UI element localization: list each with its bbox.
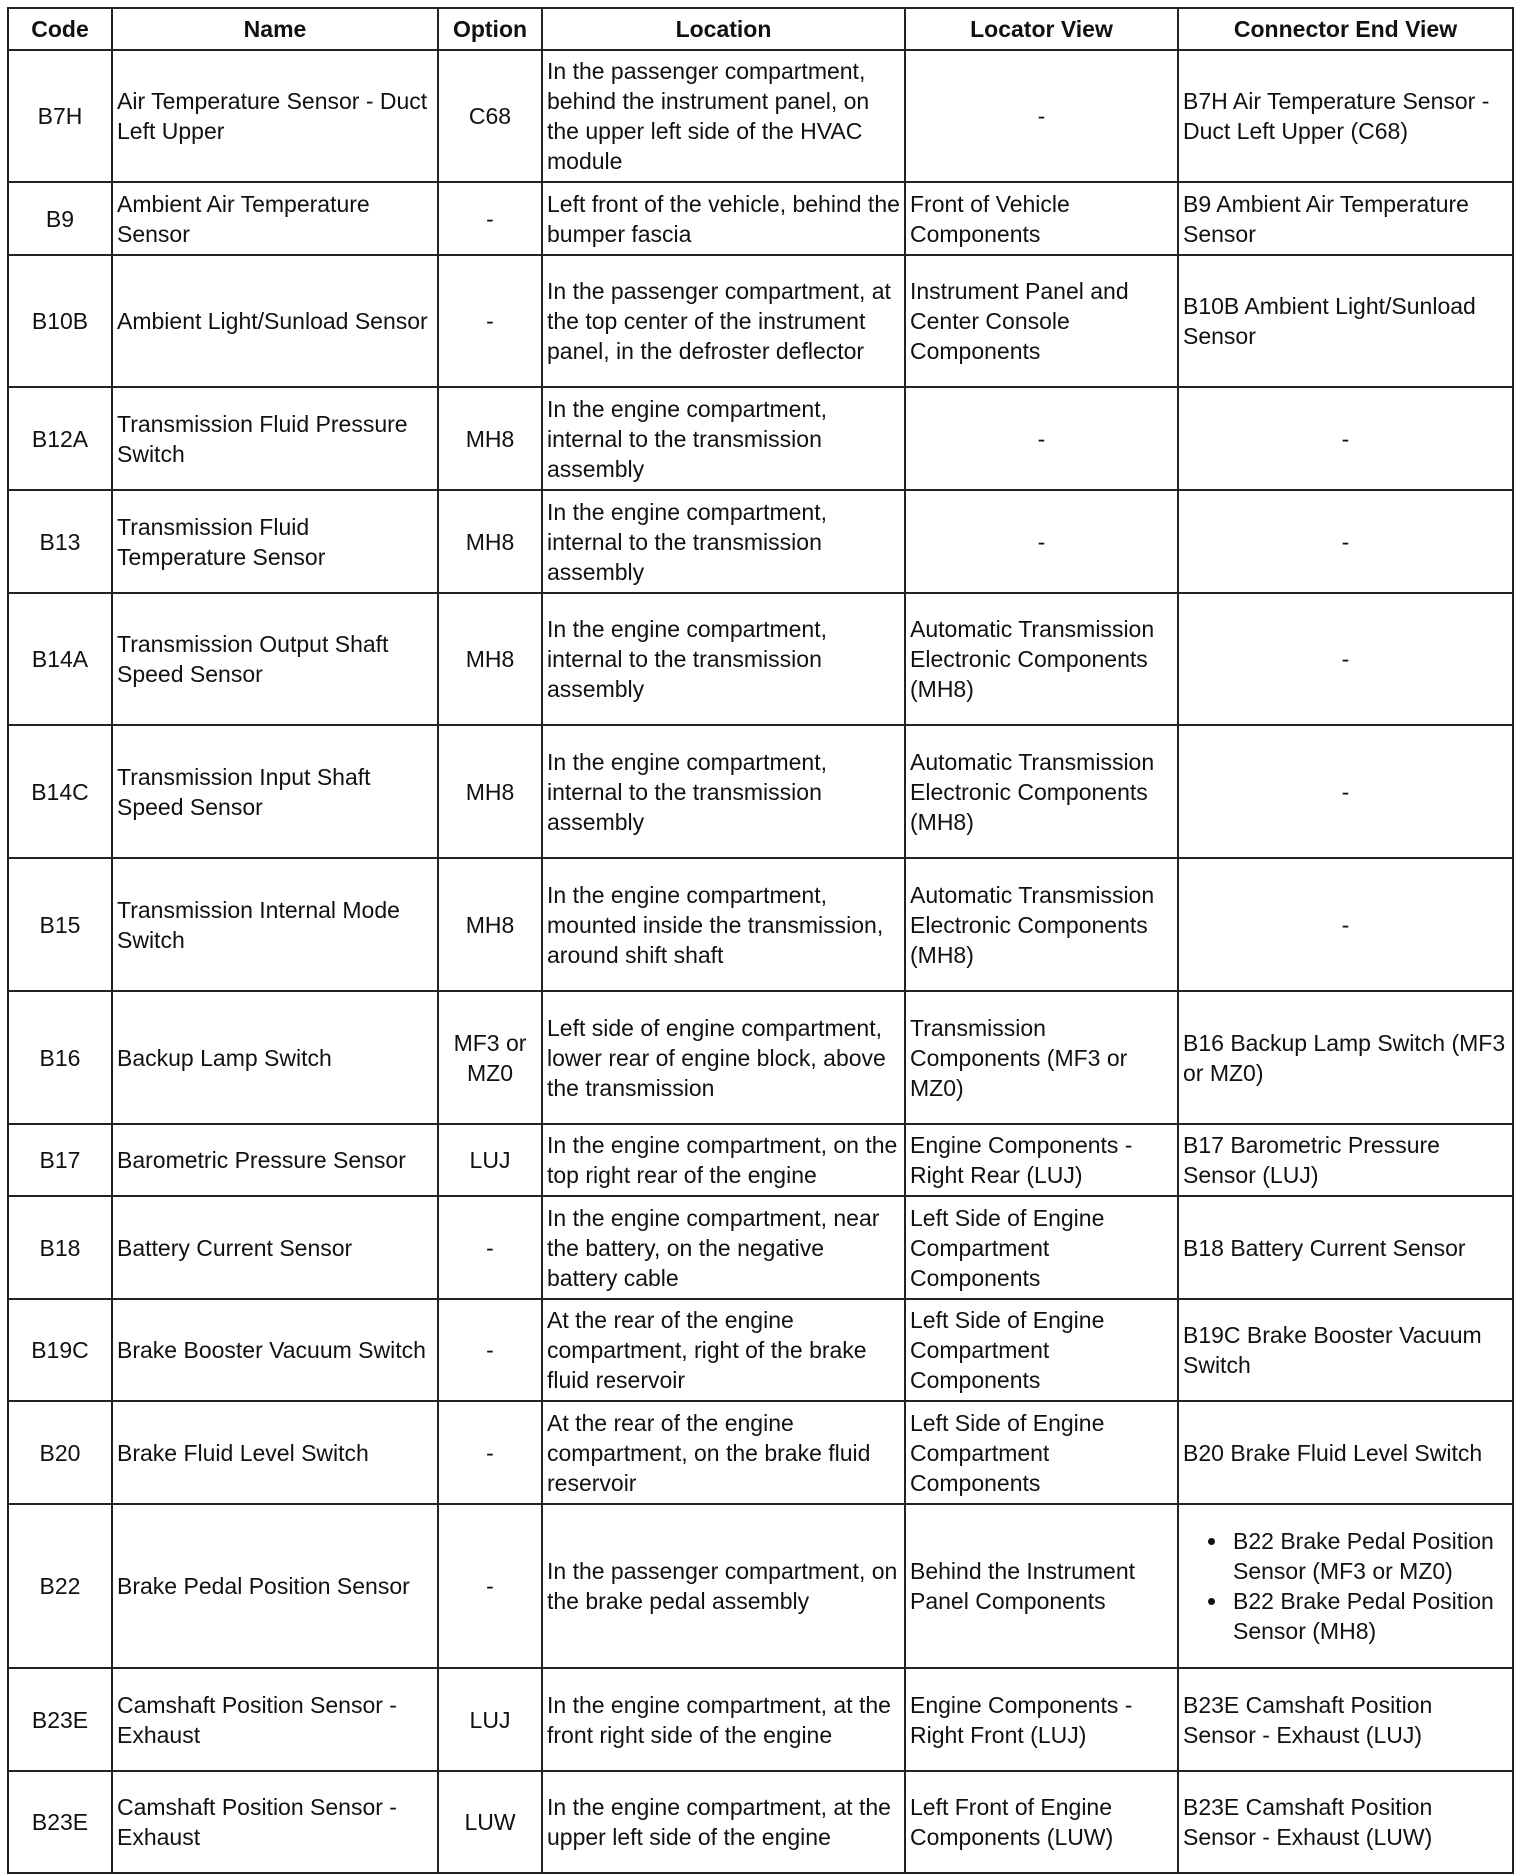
cell-connector-end-view: B19C Brake Booster Vacuum Switch: [1178, 1299, 1513, 1401]
cell-location: Left side of engine compartment, lower rear of engine block, above the transmission: [542, 991, 905, 1124]
cell-option: -: [438, 1196, 542, 1299]
table-row: [8, 255, 1513, 387]
cell-location: In the engine compartment, on the top right rear of the engine: [542, 1124, 905, 1196]
cell-locator-view: Left Side of Engine Compartment Components: [905, 1401, 1178, 1504]
cell-option: -: [438, 1299, 542, 1401]
cell-option: MH8: [438, 490, 542, 593]
table-row: [8, 1299, 1513, 1401]
table-row: [8, 50, 1513, 182]
cell-name: Transmission Input Shaft Speed Sensor: [112, 725, 438, 858]
table-row: [8, 1124, 1513, 1196]
cell-locator-view: Front of Vehicle Components: [905, 182, 1178, 255]
cell-connector-end-view: -: [1178, 725, 1513, 858]
cell-code: B18: [8, 1196, 112, 1299]
table-row: [8, 1504, 1513, 1668]
cell-locator-view: Automatic Transmission Electronic Components (MH8): [905, 593, 1178, 725]
cell-code: B10B: [8, 255, 112, 387]
connector-list-item: • B22 Brake Pedal Position Sensor (MH8): [1229, 1586, 1508, 1646]
cell-code: B16: [8, 991, 112, 1124]
cell-code: B7H: [8, 50, 112, 182]
cell-locator-view: Behind the Instrument Panel Components: [905, 1504, 1178, 1668]
cell-locator-view: -: [905, 50, 1178, 182]
cell-code: B14A: [8, 593, 112, 725]
table-row: [8, 593, 1513, 725]
cell-option: LUJ: [438, 1124, 542, 1196]
cell-connector-end-view: -: [1178, 858, 1513, 991]
cell-name: Brake Pedal Position Sensor: [112, 1504, 438, 1668]
cell-locator-view: Automatic Transmission Electronic Components (MH8): [905, 725, 1178, 858]
cell-locator-view: Engine Components - Right Rear (LUJ): [905, 1124, 1178, 1196]
cell-option: LUW: [438, 1771, 542, 1873]
cell-code: B9: [8, 182, 112, 255]
cell-locator-view: -: [905, 490, 1178, 593]
cell-connector-end-view: B10B Ambient Light/Sunload Sensor: [1178, 255, 1513, 387]
cell-location: In the engine compartment, internal to the transmission assembly: [542, 490, 905, 593]
cell-name: Transmission Output Shaft Speed Sensor: [112, 593, 438, 725]
cell-location: In the engine compartment, internal to the transmission assembly: [542, 387, 905, 490]
cell-code: B14C: [8, 725, 112, 858]
cell-locator-view: Automatic Transmission Electronic Components (MH8): [905, 858, 1178, 991]
cell-code: B17: [8, 1124, 112, 1196]
table-row: [8, 182, 1513, 255]
cell-option: -: [438, 182, 542, 255]
cell-connector-end-view: B18 Battery Current Sensor: [1178, 1196, 1513, 1299]
header-location: Location: [542, 8, 905, 50]
cell-name: Camshaft Position Sensor - Exhaust: [112, 1771, 438, 1873]
cell-location: In the engine compartment, internal to the transmission assembly: [542, 593, 905, 725]
cell-option: -: [438, 1504, 542, 1668]
table-row: [8, 1668, 1513, 1771]
cell-location: In the passenger compartment, at the top center of the instrument panel, in the defroster deflector: [542, 255, 905, 387]
cell-location: In the engine compartment, at the front right side of the engine: [542, 1668, 905, 1771]
table-row: [8, 725, 1513, 858]
cell-option: MF3 or MZ0: [438, 991, 542, 1124]
cell-location: In the engine compartment, mounted inside the transmission, around shift shaft: [542, 858, 905, 991]
cell-name: Ambient Light/Sunload Sensor: [112, 255, 438, 387]
cell-code: B13: [8, 490, 112, 593]
connector-list: [1183, 1526, 1508, 1646]
cell-code: B12A: [8, 387, 112, 490]
cell-location: In the passenger compartment, behind the instrument panel, on the upper left side of the HVAC module: [542, 50, 905, 182]
cell-name: Ambient Air Temperature Sensor: [112, 182, 438, 255]
cell-location: At the rear of the engine compartment, on the brake fluid reservoir: [542, 1401, 905, 1504]
cell-option: C68: [438, 50, 542, 182]
cell-connector-end-view: B16 Backup Lamp Switch (MF3 or MZ0): [1178, 991, 1513, 1124]
cell-location: In the engine compartment, at the upper left side of the engine: [542, 1771, 905, 1873]
cell-name: Barometric Pressure Sensor: [112, 1124, 438, 1196]
cell-code: B22: [8, 1504, 112, 1668]
cell-name: Backup Lamp Switch: [112, 991, 438, 1124]
cell-name: Transmission Fluid Temperature Sensor: [112, 490, 438, 593]
cell-option: MH8: [438, 593, 542, 725]
cell-locator-view: -: [905, 387, 1178, 490]
header-locator-view: Locator View: [905, 8, 1178, 50]
header-option: Option: [438, 8, 542, 50]
cell-connector-end-view: B20 Brake Fluid Level Switch: [1178, 1401, 1513, 1504]
cell-option: MH8: [438, 858, 542, 991]
cell-locator-view: Engine Components - Right Front (LUJ): [905, 1668, 1178, 1771]
header-connector-end-view: Connector End View: [1178, 8, 1513, 50]
cell-connector-end-view: B17 Barometric Pressure Sensor (LUJ): [1178, 1124, 1513, 1196]
cell-connector-end-view: B23E Camshaft Position Sensor - Exhaust (LUW): [1178, 1771, 1513, 1873]
cell-option: MH8: [438, 387, 542, 490]
cell-connector-end-view: B7H Air Temperature Sensor - Duct Left Upper (C68): [1178, 50, 1513, 182]
cell-option: LUJ: [438, 1668, 542, 1771]
cell-option: -: [438, 255, 542, 387]
cell-name: Air Temperature Sensor - Duct Left Upper: [112, 50, 438, 182]
table-row: [8, 1196, 1513, 1299]
cell-name: Brake Booster Vacuum Switch: [112, 1299, 438, 1401]
cell-location: In the passenger compartment, on the brake pedal assembly: [542, 1504, 905, 1668]
cell-locator-view: Left Front of Engine Components (LUW): [905, 1771, 1178, 1873]
cell-name: Transmission Fluid Pressure Switch: [112, 387, 438, 490]
cell-option: MH8: [438, 725, 542, 858]
cell-connector-end-view: -: [1178, 490, 1513, 593]
cell-name: Camshaft Position Sensor - Exhaust: [112, 1668, 438, 1771]
cell-name: Battery Current Sensor: [112, 1196, 438, 1299]
cell-location: At the rear of the engine compartment, right of the brake fluid reservoir: [542, 1299, 905, 1401]
table-row: [8, 1771, 1513, 1873]
cell-location: Left front of the vehicle, behind the bumper fascia: [542, 182, 905, 255]
cell-connector-end-view: B9 Ambient Air Temperature Sensor: [1178, 182, 1513, 255]
cell-locator-view: Transmission Components (MF3 or MZ0): [905, 991, 1178, 1124]
cell-code: B15: [8, 858, 112, 991]
table-row: [8, 490, 1513, 593]
cell-locator-view: Left Side of Engine Compartment Components: [905, 1196, 1178, 1299]
cell-name: Transmission Internal Mode Switch: [112, 858, 438, 991]
cell-locator-view: Left Side of Engine Compartment Components: [905, 1299, 1178, 1401]
cell-connector-end-view: [1178, 1504, 1513, 1668]
cell-code: B20: [8, 1401, 112, 1504]
cell-code: B23E: [8, 1771, 112, 1873]
cell-connector-end-view: B23E Camshaft Position Sensor - Exhaust (LUJ): [1178, 1668, 1513, 1771]
cell-location: In the engine compartment, near the battery, on the negative battery cable: [542, 1196, 905, 1299]
cell-connector-end-view: -: [1178, 387, 1513, 490]
table-body: [8, 50, 1513, 1873]
header-row: [8, 8, 1513, 50]
header-name: Name: [112, 8, 438, 50]
cell-name: Brake Fluid Level Switch: [112, 1401, 438, 1504]
cell-code: B23E: [8, 1668, 112, 1771]
cell-code: B19C: [8, 1299, 112, 1401]
cell-connector-end-view: -: [1178, 593, 1513, 725]
component-locator-table: [7, 7, 1514, 1874]
cell-locator-view: Instrument Panel and Center Console Components: [905, 255, 1178, 387]
header-code: Code: [8, 8, 112, 50]
connector-list-item: • B22 Brake Pedal Position Sensor (MF3 or MZ0): [1229, 1526, 1508, 1586]
table-row: [8, 1401, 1513, 1504]
cell-location: In the engine compartment, internal to the transmission assembly: [542, 725, 905, 858]
table-row: [8, 991, 1513, 1124]
cell-option: -: [438, 1401, 542, 1504]
table-row: [8, 387, 1513, 490]
table-row: [8, 858, 1513, 991]
